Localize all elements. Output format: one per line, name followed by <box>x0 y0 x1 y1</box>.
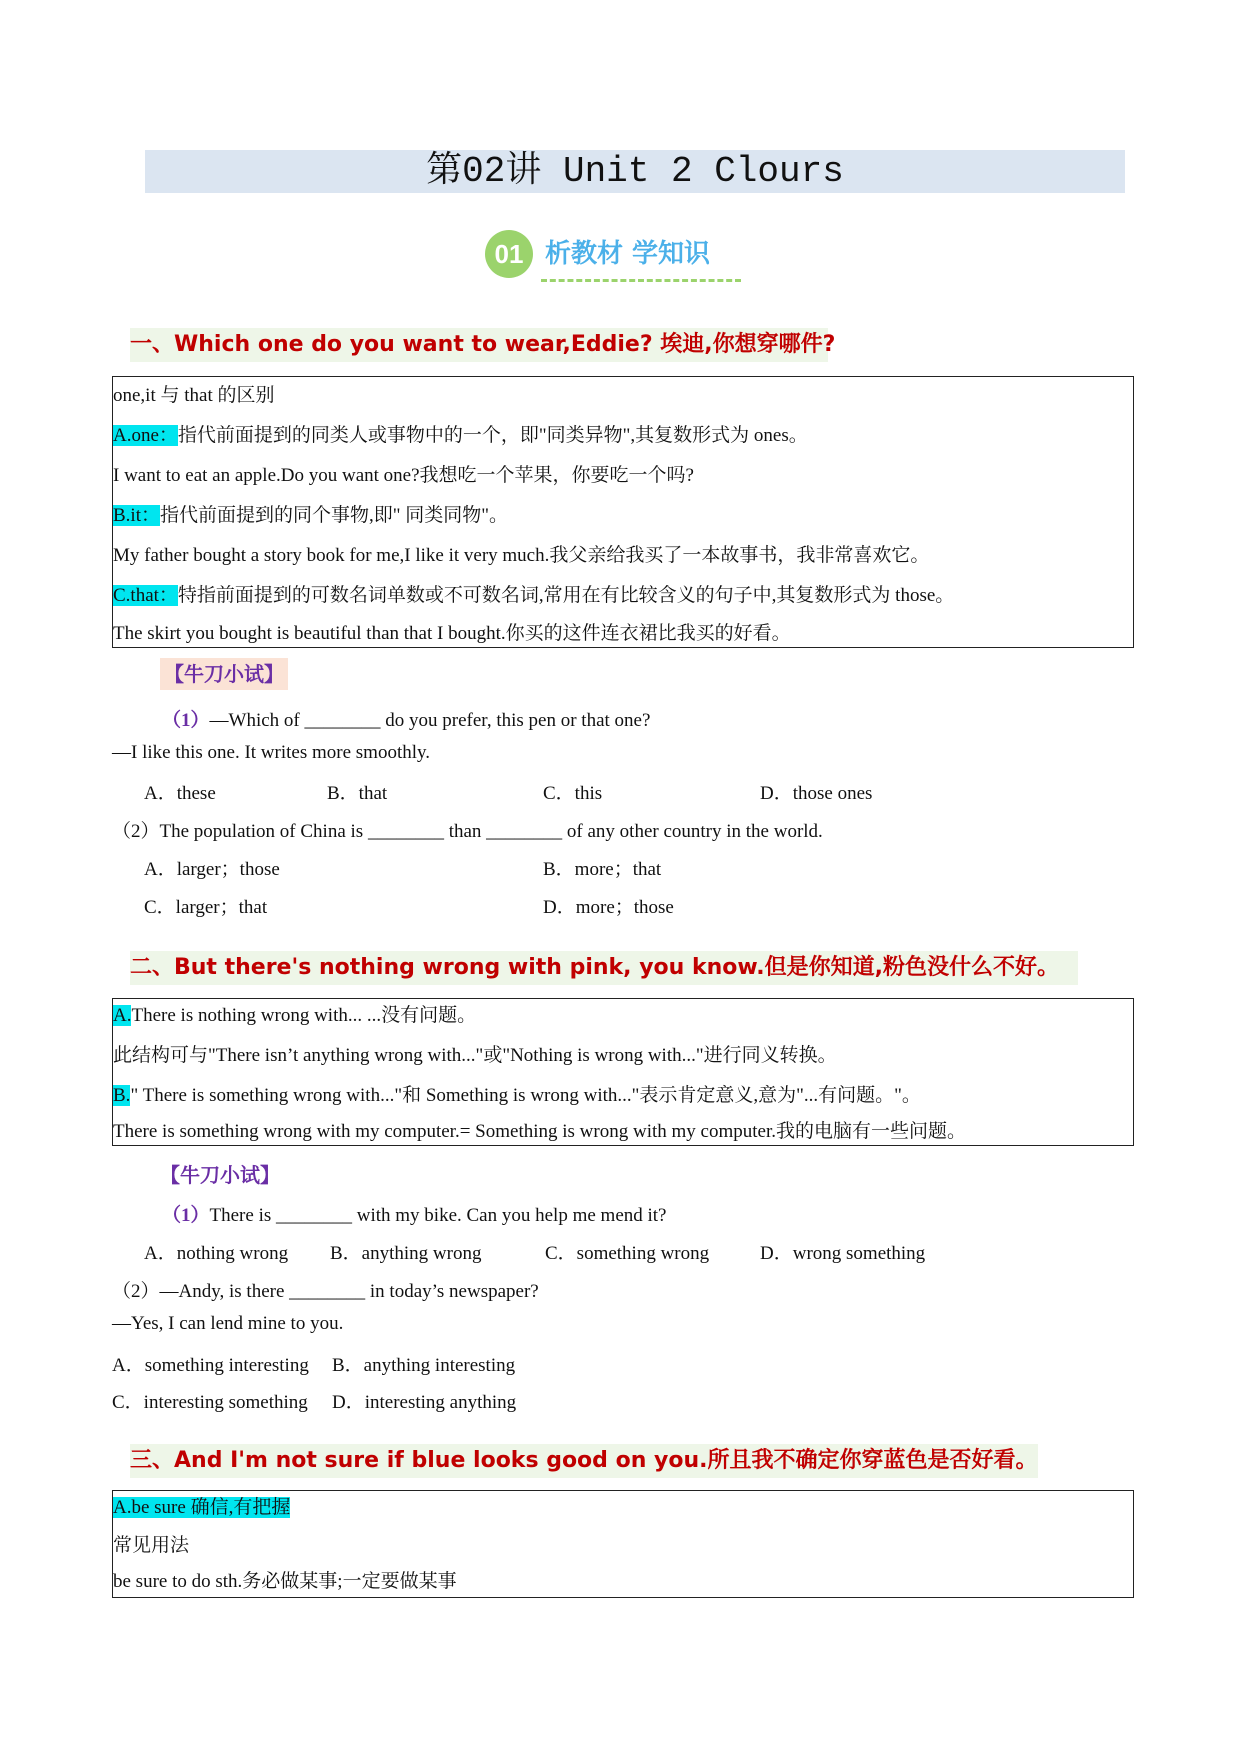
option: B．anything interesting <box>332 1355 516 1376</box>
box-line-lead: A.be sure <box>113 1497 191 1518</box>
option: C．this <box>543 783 603 804</box>
box-line-lead: A.one： <box>113 425 178 446</box>
box-line <box>113 1567 457 1597</box>
question-number: （1） <box>162 710 210 731</box>
option: A．nothing wrong <box>144 1243 289 1264</box>
box-line <box>113 461 694 491</box>
option: B．that <box>327 783 388 804</box>
box-line-text: There is something wrong with my computer.= Something is wrong with my computer.我的电脑有一些问题。 <box>113 1121 966 1142</box>
box-line-text: be sure to do sth.务必做某事;一定要做某事 <box>113 1571 457 1592</box>
question-2: （2）—Andy, is there ________ in today’s newspaper? <box>112 1281 539 1302</box>
box-line-text: " There is something wrong with..."和 Something is wrong with..."表示肯定意义,意为"...有问题。"。 <box>130 1085 921 1106</box>
box-line-text: My father bought a story book for me,I like it very much.我父亲给我买了一本故事书，我非常喜欢它。 <box>113 545 930 566</box>
question-number: （1） <box>162 1205 210 1226</box>
section-1-heading: 一、Which one do you want to wear,Eddie? 埃迪,你想穿哪件? <box>130 328 828 362</box>
option: D．interesting anything <box>332 1392 517 1413</box>
box-line-text: 确信,有把握 <box>190 1497 291 1518</box>
question-1-reply: —I like this one. It writes more smoothly. <box>112 742 431 763</box>
box-line <box>113 541 929 571</box>
question-1 <box>162 705 650 732</box>
section-3-box <box>112 1490 1134 1598</box>
section-1-box <box>112 376 1134 648</box>
box-line-lead: A. <box>113 1005 132 1026</box>
box-line-text: I want to eat an apple.Do you want one?我想吃一个苹果，你要吃一个吗? <box>113 465 694 486</box>
badge-underline <box>541 279 741 282</box>
box-line <box>113 381 274 411</box>
option: A．larger；those <box>144 859 280 880</box>
box-line-text: 指代前面提到的同个事物,即" 同类同物"。 <box>159 505 508 526</box>
box-line-lead: B. <box>113 1085 131 1106</box>
option: B．anything wrong <box>330 1243 482 1264</box>
box-line-text: 特指前面提到的可数名词单数或不可数名词,常用在有比较含义的句子中,其复数形式为 those。 <box>177 585 955 606</box>
question-2-reply: —Yes, I can lend mine to you. <box>112 1313 344 1334</box>
section-3-heading: 三、And I'm not sure if blue looks good on you.所且我不确定你穿蓝色是否好看。 <box>130 1444 1038 1478</box>
option: D．more；those <box>543 897 674 918</box>
box-line-text: There is nothing wrong with... ...没有问题。 <box>131 1005 477 1026</box>
option: A．something interesting <box>112 1355 309 1376</box>
box-line <box>113 619 791 649</box>
option: C．larger；that <box>144 897 268 918</box>
box-line-text: The skirt you bought is beautiful than that I bought.你买的这件连衣裙比我买的好看。 <box>113 623 791 644</box>
try-label: 【牛刀小试】 <box>160 658 288 690</box>
option: C．interesting something <box>112 1392 308 1413</box>
option: D．those ones <box>760 783 873 804</box>
box-line-lead: C.that： <box>113 585 178 606</box>
box-line-lead: B.it： <box>113 505 160 526</box>
box-line-text: 常见用法 <box>113 1535 190 1556</box>
box-line <box>113 1081 921 1111</box>
box-line-text: 指代前面提到的同类人或事物中的一个，即"同类异物",其复数形式为 ones。 <box>177 425 808 446</box>
page-title: 第02讲 Unit 2 Clours <box>426 151 844 192</box>
question-1 <box>162 1200 667 1227</box>
box-line <box>113 581 954 611</box>
box-line <box>113 1041 837 1071</box>
section-2-heading: 二、But there's nothing wrong with pink, you know.但是你知道,粉色没什么不好。 <box>130 951 1078 985</box>
box-line <box>113 1117 966 1147</box>
section-badge <box>485 230 765 285</box>
option: A．these <box>144 783 216 804</box>
question-text: —Which of ________ do you prefer, this pen or that one? <box>209 710 651 731</box>
option: C．something wrong <box>545 1243 710 1264</box>
badge-text: 析教材 学知识 <box>545 239 711 269</box>
badge-number: 01 <box>494 239 524 269</box>
option: D．wrong something <box>760 1243 926 1264</box>
box-line <box>113 1001 476 1031</box>
box-line <box>113 501 508 531</box>
option: B．more；that <box>543 859 662 880</box>
box-line <box>113 1493 290 1523</box>
question-2: （2）The population of China is ________ than ________ of any other country in the world. <box>112 821 823 842</box>
box-line-text: one,it 与 that 的区别 <box>113 385 275 406</box>
box-line <box>113 421 808 451</box>
box-line <box>113 1531 189 1561</box>
try-label: 【牛刀小试】 <box>160 1163 280 1187</box>
section-2-box <box>112 998 1134 1146</box>
box-line-text: 此结构可与"There isn’t anything wrong with..."或"Nothing is wrong with..."进行同义转换。 <box>113 1045 837 1066</box>
question-text: There is ________ with my bike. Can you help me mend it? <box>209 1205 667 1226</box>
